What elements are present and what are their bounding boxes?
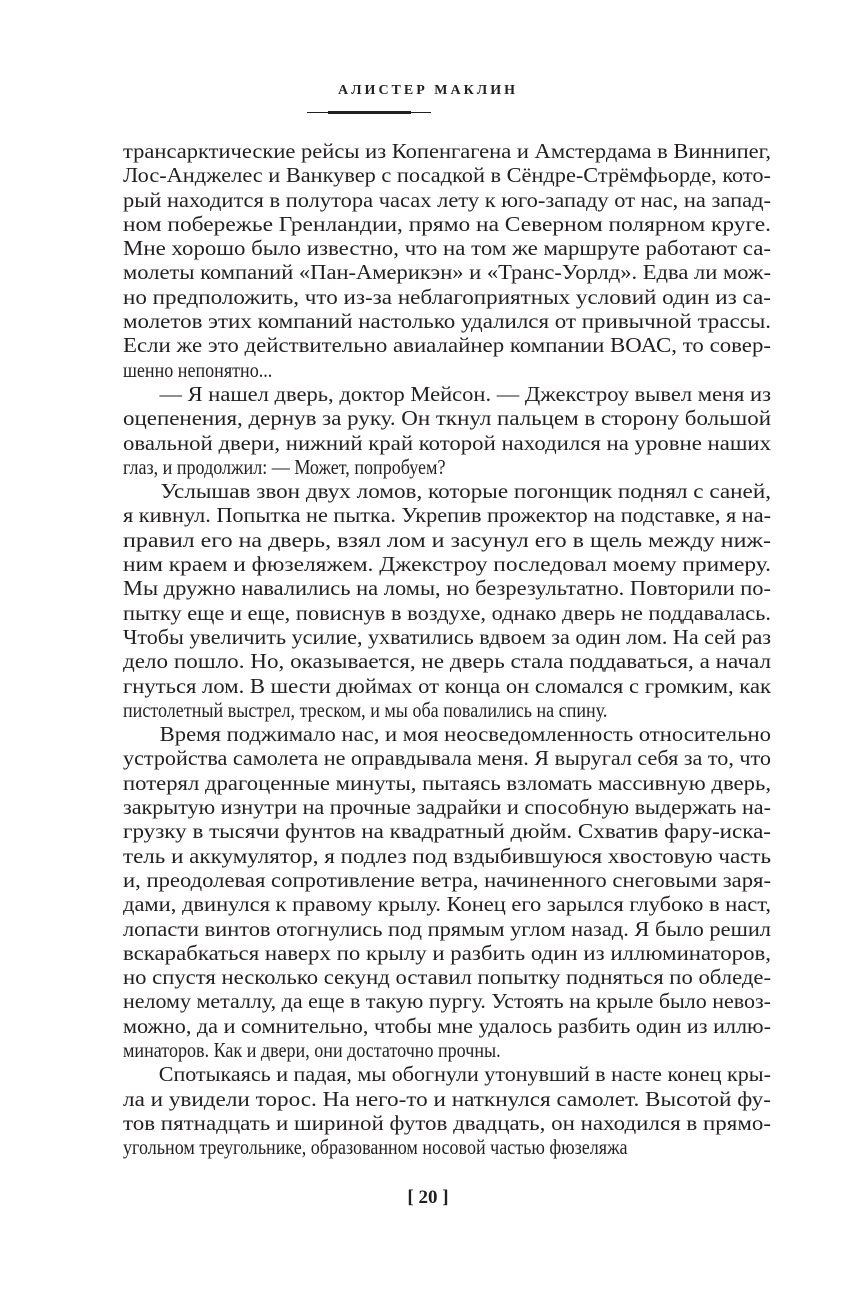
text-line: и, преодолевая сопротивление ветра, начиненного снеговыми заря- [123, 867, 771, 892]
text-line: закрытую изнутри на прочные задрайки и способную выдержать на- [123, 795, 771, 820]
text-line: Чтобы увеличить усилие, ухватились вдвоем за один лом. На сей раз [123, 624, 771, 649]
text-line: шенно непонятно... [123, 357, 273, 382]
text-line: ла и увидели торос. На него-то и наткнулся самолет. Высотой фу- [123, 1086, 771, 1111]
text-line: но предположить, что из-за неблагоприятных условий один из са- [123, 284, 771, 309]
text-line: Услышав звон двух ломов, которые погонщик поднял с саней, [160, 479, 771, 504]
text-line: оцепенения, дернув за руку. Он ткнул пальцем в сторону большой [123, 406, 771, 431]
text-line: грузку в тысячи фунтов на квадратный дюйм. Схватив фару-иска- [123, 819, 771, 844]
text-line: пистолетный выстрел, треском, и мы оба повалились на спину. [123, 697, 608, 722]
text-line: можно, да и сомнительно, чтобы мне удалось разбить один из иллю- [123, 1013, 771, 1038]
paragraph [123, 382, 771, 479]
text-line: тов пятнадцать и шириной футов двадцать, он находился в прямо- [123, 1110, 771, 1135]
text-line: Время поджимало нас, и моя неосведомленность относительно [159, 722, 771, 747]
text-line: молетов этих компаний настолько удалился от привычной трассы. [123, 309, 771, 334]
text-line: устройства самолета не оправдывала меня. Я выругал себя за то, что [123, 746, 771, 771]
text-line: я кивнул. Попытка не пытка. Укрепив прожектор на подставке, я на- [123, 503, 771, 528]
text-line: угольном треугольнике, образованном носовой частью фюзеляжа [123, 1135, 628, 1160]
text-line: дами, двинулся к правому крылу. Конец его зарылся глубоко в наст, [123, 892, 771, 917]
running-head: АЛИСТЕР МАКЛИН [338, 83, 518, 98]
text-line: рый находится в полутора часах лету к юго-западу от нас, на запад- [123, 187, 771, 212]
text-line: Лос-Анджелес и Ванкувер с посадкой в Сёндре-Стрёмфьорде, кото- [123, 163, 771, 188]
text-line: — Я нашел дверь, доктор Мейсон. — Джекстроу вывел меня из [159, 381, 771, 406]
paragraph [123, 479, 771, 722]
header-rule-ornament [328, 111, 411, 114]
text-line: Если же это действительно авиалайнер компании ВОАС, то совер- [123, 333, 771, 358]
text-line: пытку еще и еще, повиснув в воздухе, однако дверь не поддавалась. [123, 600, 771, 625]
text-line: ном побережье Гренландии, прямо на Северном полярном круге. [123, 211, 771, 236]
text-line: глаз, и продолжил: — Может, попробуем? [123, 454, 446, 479]
text-line: Спотыкаясь и падая, мы обогнули утонувший в насте конец кры- [158, 1062, 771, 1087]
text-line: Мы дружно навалились на ломы, но безрезультатно. Повторили по- [123, 576, 771, 601]
text-line: вскарабкаться наверх по крылу и разбить один из иллюминаторов, [123, 940, 771, 965]
text-line: лопасти винтов отогнулись под прямым углом назад. Я было решил [123, 916, 771, 941]
text-line: трансарктические рейсы из Копенгагена и Амстердама в Виннипег, [123, 139, 771, 163]
paragraph [123, 1062, 771, 1159]
text-line: дело пошло. Но, оказывается, не дверь стала поддаваться, а начал [123, 649, 771, 674]
text-line: ним краем и фюзеляжем. Джекстроу последовал моему примеру. [123, 552, 771, 577]
paragraph [123, 139, 771, 382]
text-line: но спустя несколько секунд оставил попытку подняться по обледе- [123, 965, 771, 990]
text-line: правил его на дверь, взял лом и засунул его в щель между ниж- [123, 527, 771, 552]
text-line: молеты компаний «Пан-Америкэн» и «Транс-Уорлд». Едва ли мож- [123, 260, 771, 285]
text-line: овальной двери, нижний край которой находился на уровне наших [123, 430, 771, 455]
text-line: гнуться лом. В шести дюймах от конца он сломался с громким, как [123, 673, 771, 698]
page-number: [ 20 ] [407, 1187, 449, 1208]
text-line: тель и аккумулятор, я подлез под вздыбившуюся хвостовую часть [123, 843, 771, 868]
text-line: минаторов. Как и двери, они достаточно прочны. [123, 1037, 501, 1062]
body-text [123, 139, 771, 1159]
text-line: нелому металлу, да еще в такую пургу. Устоять на крыле было невоз- [123, 989, 771, 1014]
text-line: Мне хорошо было известно, что на том же маршруте работают са- [123, 236, 771, 261]
text-line: потерял драгоценные минуты, пытаясь взломать массивную дверь, [123, 770, 771, 795]
paragraph [123, 722, 771, 1062]
